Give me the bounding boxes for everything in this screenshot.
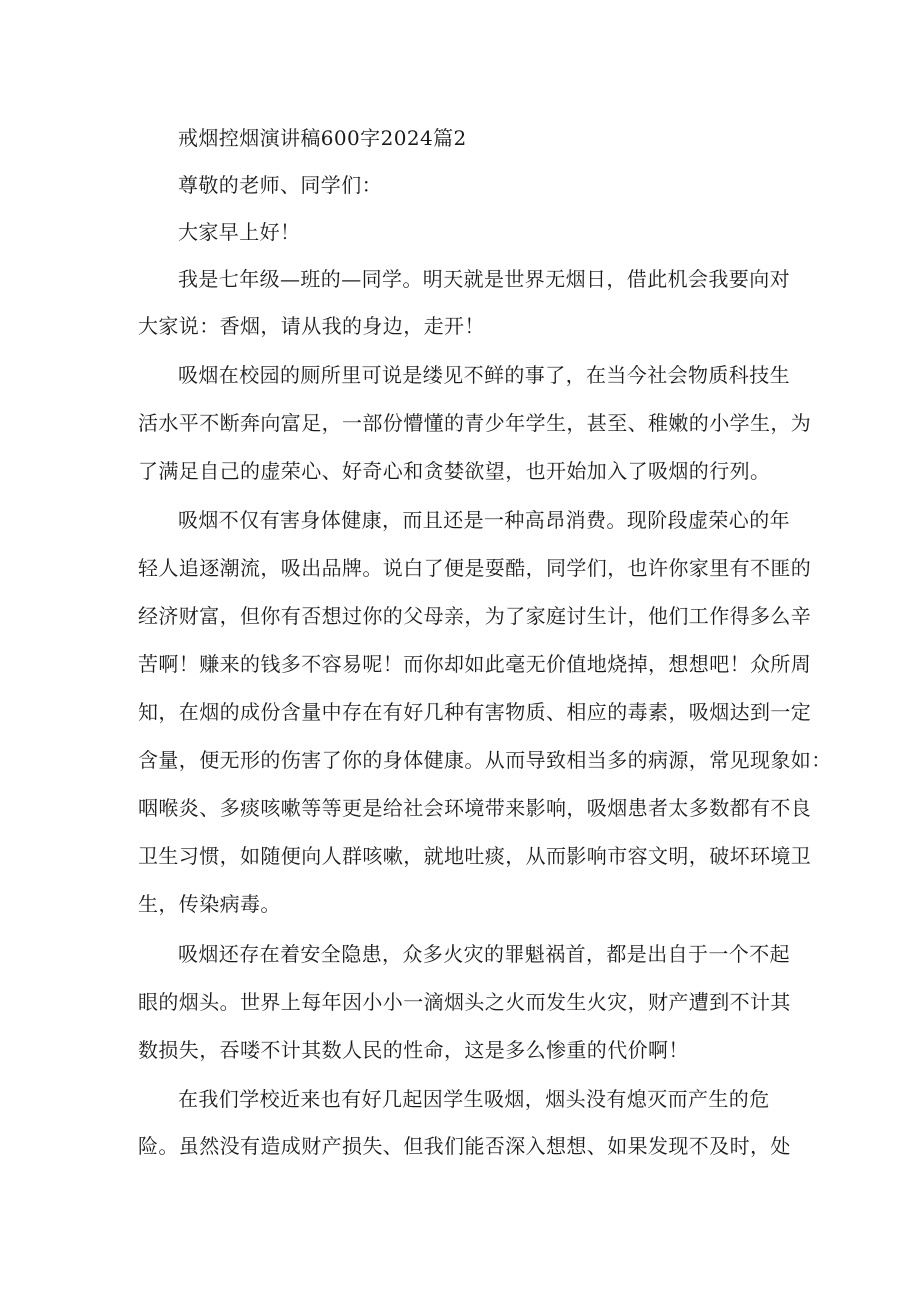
- paragraph-line: 吸烟还存在着安全隐患，众多火灾的罪魁祸首，都是出自于一个不起: [178, 942, 790, 966]
- paragraph-line: 知，在烟的成份含量中存在有好几种有害物质、相应的毒素，吸烟达到一定: [138, 700, 812, 724]
- paragraph-line: 在我们学校近来也有好几起因学生吸烟，烟头没有熄灭而产生的危: [178, 1087, 770, 1111]
- paragraph-line: 眼的烟头。世界上每年因小小一滴烟头之火而发生火灾，财产遭到不计其: [138, 990, 791, 1014]
- paragraph-line: 数损失，吞喽不计其数人民的性命，这是多么惨重的代价啊！: [138, 1038, 689, 1062]
- paragraph-line: 险。虽然没有造成财产损失、但我们能否深入想想、如果发现不及时，处: [138, 1134, 791, 1158]
- paragraph-line: 吸烟在校园的厕所里可说是缕见不鲜的事了，在当今社会物质科技生: [178, 363, 790, 387]
- paragraph-line: 轻人追逐潮流，吸出品牌。说白了便是耍酷，同学们，也许你家里有不匪的: [138, 556, 812, 580]
- salutation-line: 大家早上好！: [178, 220, 301, 244]
- paragraph-line: 生，传染病毒。: [138, 892, 281, 916]
- paragraph-line: 经济财富，但你有否想过你的父母亲，为了家庭讨生计，他们工作得多么辛: [138, 604, 812, 628]
- paragraph-line: 活水平不断奔向富足，一部份懵懂的青少年学生，甚至、稚嫩的小学生，为: [138, 411, 812, 435]
- paragraph-line: 卫生习惯，如随便向人群咳嗽，就地吐痰，从而影响市容文明，破坏环境卫: [138, 844, 812, 868]
- document-title: 戒烟控烟演讲稿600字2024篇2: [178, 126, 467, 150]
- paragraph-line: 咽喉炎、多痰咳嗽等等更是给社会环境带来影响，吸烟患者太多数都有不良: [138, 796, 812, 820]
- paragraph-line: 我是七年级—班的—同学。明天就是世界无烟日，借此机会我要向对: [178, 267, 790, 291]
- paragraph-line: 吸烟不仅有害身体健康，而且还是一种高昂消费。现阶段虚荣心的年: [178, 508, 790, 532]
- paragraph-line: 大家说：香烟，请从我的身边，走开！: [138, 314, 485, 338]
- greeting-line: 尊敬的老师、同学们：: [178, 173, 382, 197]
- paragraph-line: 苦啊！赚来的钱多不容易呢！而你却如此毫无价值地烧掉，想想吧！众所周: [138, 652, 812, 676]
- paragraph-line: 了满足自己的虚荣心、好奇心和贪婪欲望，也开始加入了吸烟的行列。: [138, 459, 771, 483]
- paragraph-line: 含量，便无形的伤害了你的身体健康。从而导致相当多的病源，常见现象如：: [138, 748, 832, 772]
